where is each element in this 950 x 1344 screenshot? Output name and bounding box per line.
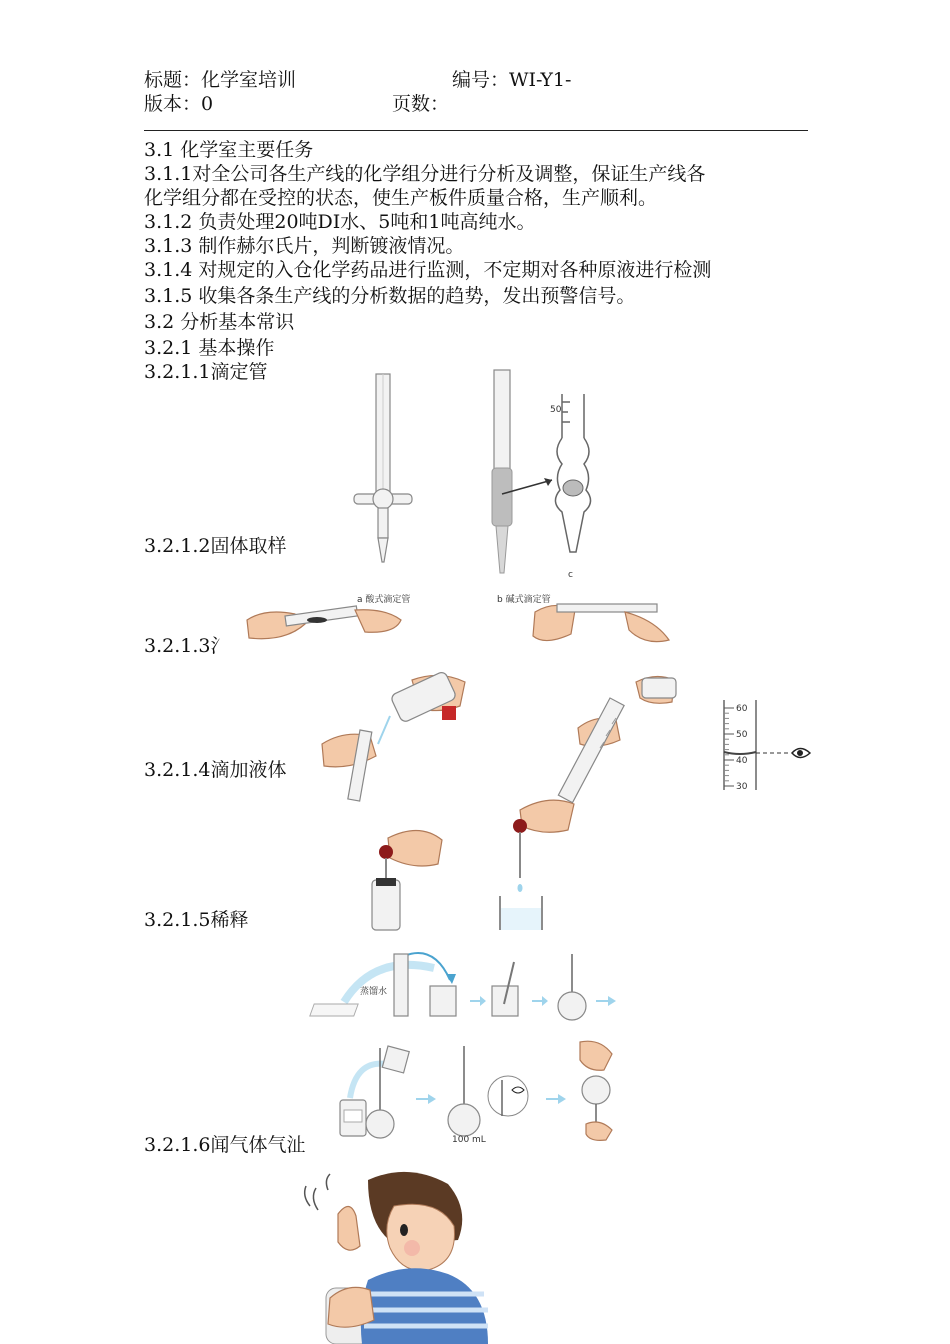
cylinder-ticks	[724, 704, 748, 792]
item-3-1-5: 3.1.5 收集各条生产线的分析数据的趋势，发出预警信号。	[144, 285, 636, 307]
item-3-2-1-6: 3.2.1.6闻气体气沚	[144, 1134, 306, 1156]
item-3-2-1-3: 3.2.1.3氵	[144, 635, 230, 657]
item-3-1-4: 3.1.4 对规定的入仓化学药品进行监测，不定期对各种原液进行检测	[144, 259, 712, 281]
dropper-beaker-figure	[498, 792, 598, 930]
distilled-water-label: 蒸馏水	[360, 987, 388, 997]
item-3-1-3: 3.1.3 制作赫尔氏片，判断镀液情况。	[144, 235, 465, 257]
item-3-1-1-line1: 3.1.1对全公司各生产线的化学组分进行分析及调整，保证生产线各	[144, 163, 706, 185]
item-3-1-1-line2: 化学组分都在受控的状态，使生产板件质量合格，生产顺利。	[144, 187, 658, 209]
burette-acid-figure	[340, 372, 430, 582]
eye-icon	[792, 749, 810, 758]
item-3-2-1-1: 3.2.1.1滴定管	[144, 361, 268, 383]
doc-title: 标题：化学室培训	[144, 69, 297, 91]
meniscus-reading-figure	[716, 700, 816, 792]
dilution-flow-row1-figure	[334, 944, 634, 1024]
item-3-1-2: 3.1.2 负责处理20吨DI水、5吨和1吨高纯水。	[144, 211, 536, 233]
item-3-2-1-4: 3.2.1.4滴加液体	[144, 759, 287, 781]
cylinder-tick-label: 40	[736, 756, 748, 766]
cylinder-tick-label: 30	[736, 782, 748, 792]
item-3-2-1-5: 3.2.1.5稀释	[144, 909, 249, 931]
section-3-1: 3.1 化学室主要任务	[144, 139, 314, 161]
item-3-2-1: 3.2.1 基本操作	[144, 337, 275, 359]
dropper-bottle-figure	[360, 820, 460, 930]
burette-holding-figure	[245, 590, 685, 652]
burette-tip-detail-figure	[548, 392, 608, 582]
burette-scale-label: 50	[550, 405, 562, 415]
cylinder-tick-label: 60	[736, 704, 748, 714]
item-3-2-1-2: 3.2.1.2固体取样	[144, 535, 287, 557]
doc-version: 版本：0	[144, 93, 214, 115]
smelling-gas-figure	[298, 1170, 498, 1344]
cylinder-tick-label: 50	[736, 730, 748, 740]
header-rule	[144, 130, 808, 131]
burette-c-label: c	[568, 570, 573, 580]
pouring-cylinder-figure	[576, 668, 686, 808]
dilution-flow-row2-figure	[336, 1040, 626, 1144]
section-3-2: 3.2 分析基本常识	[144, 311, 295, 333]
base-burette-label: b 碱式滴定管	[497, 595, 551, 605]
pouring-testtube-figure	[320, 670, 470, 805]
volume-mark-label: 100 mL	[452, 1135, 486, 1145]
acid-burette-label: a 酸式滴定管	[357, 595, 411, 605]
doc-number: 编号：WI-Y1-	[452, 69, 572, 91]
doc-pages: 页数：	[392, 93, 450, 115]
